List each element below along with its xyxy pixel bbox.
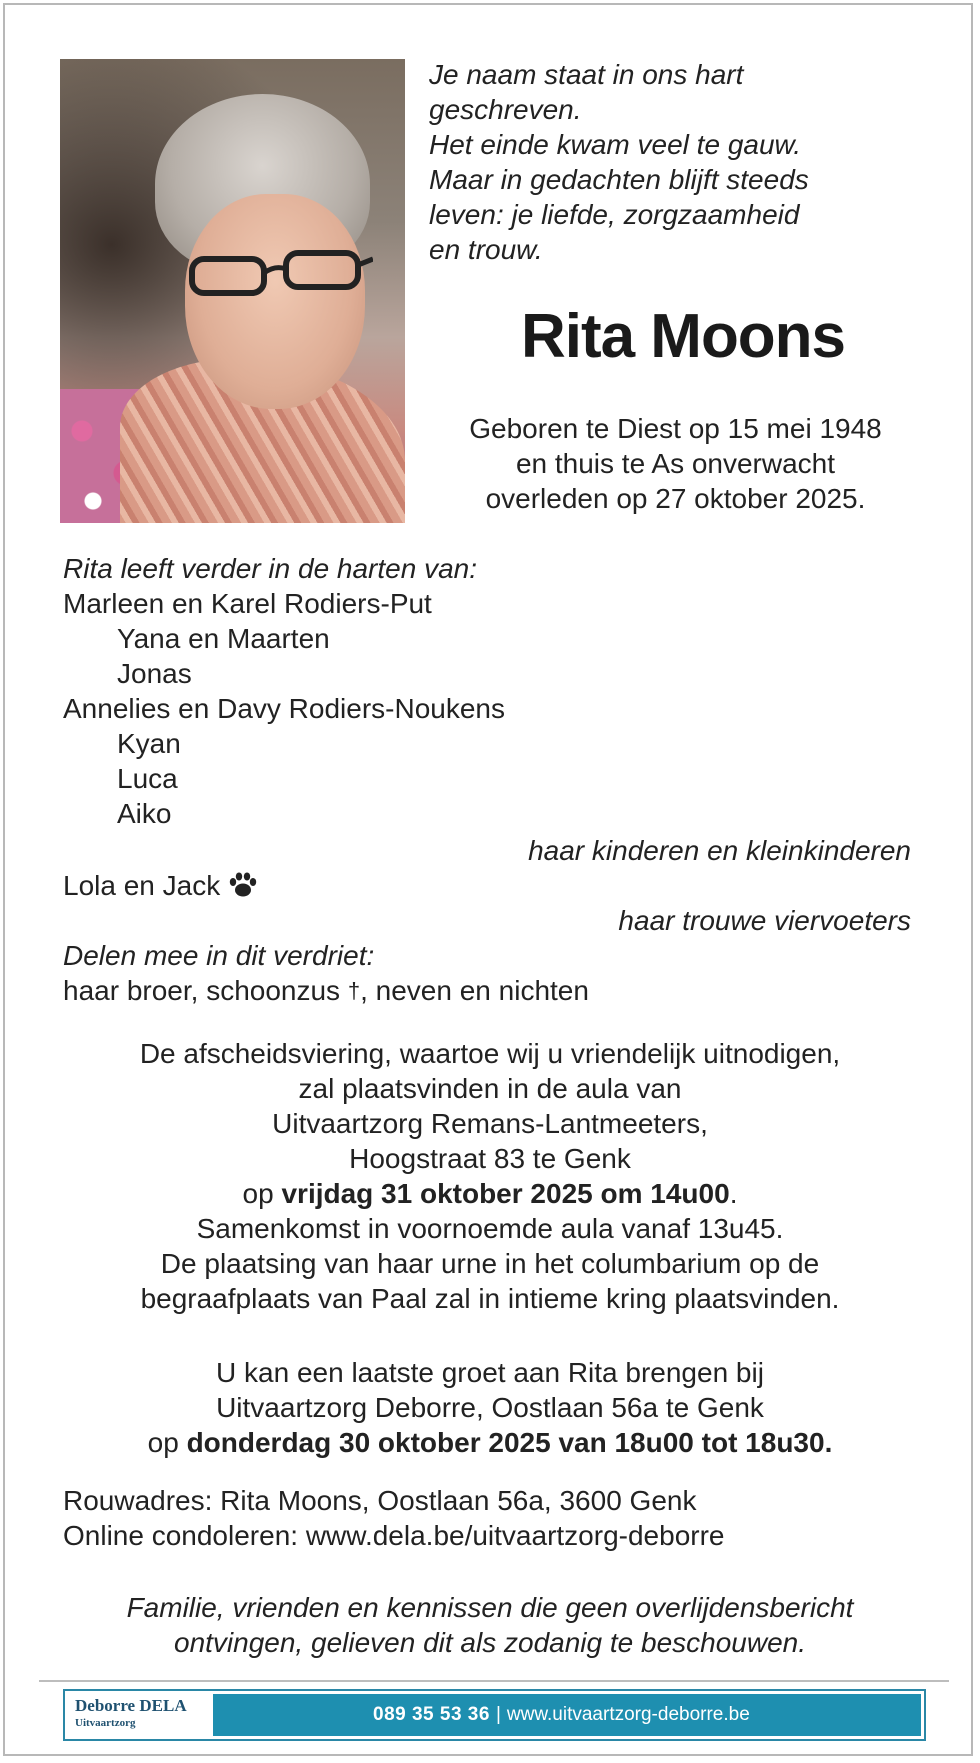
ceremony-date-bold: vrijdag 31 oktober 2025 om 14u00	[281, 1178, 730, 1209]
family-member: Luca	[117, 763, 178, 794]
family-member: Jonas	[117, 658, 192, 689]
ceremony-line: begraafplaats van Paal zal in intieme kring plaatsvinden.	[140, 1283, 840, 1314]
mourning-address: Rouwadres: Rita Moons, Oostlaan 56a, 3600 Genk	[63, 1485, 697, 1516]
sorrow-line	[63, 973, 589, 1008]
verse-line: geschreven.	[429, 94, 582, 125]
family-member: Kyan	[117, 728, 181, 759]
family-member: Aiko	[117, 798, 172, 829]
logo-sub: Uitvaartzorg	[75, 1717, 136, 1729]
portrait-photo	[60, 59, 405, 523]
ceremony-date	[5, 1176, 973, 1211]
ceremony-line: De afscheidsviering, waartoe wij u vriendelijk uitnodigen,	[139, 1038, 841, 1069]
ceremony-line: Hoogstraat 83 te Genk	[349, 1143, 631, 1174]
notice-line: Familie, vrienden en kennissen die geen overlijdensbericht	[126, 1592, 854, 1623]
divider	[39, 1680, 949, 1682]
funeral-home-footer	[63, 1689, 926, 1741]
ceremony-line: De plaatsing van haar urne in het columbarium op de	[160, 1248, 820, 1279]
family-list	[63, 551, 505, 831]
obituary-card	[3, 3, 973, 1756]
pets-names: Lola en Jack	[63, 870, 221, 901]
relation-children: haar kinderen en kleinkinderen	[528, 835, 911, 866]
sorrow-section	[63, 938, 589, 1008]
sorrow-intro: Delen mee in dit verdriet:	[63, 940, 375, 971]
phone-number[interactable]: 089 35 53 36	[373, 1704, 490, 1725]
sorrow-before: haar broer, schoonzus	[63, 975, 341, 1006]
dela-logo	[75, 1696, 195, 1736]
ceremony-date-prefix: op	[242, 1178, 282, 1209]
ceremony-date-suffix: .	[729, 1178, 738, 1209]
closing-notice	[5, 1590, 973, 1660]
website-link[interactable]: www.uitvaartzorg-deborre.be	[506, 1704, 750, 1725]
birth-line: en thuis te As onverwacht	[515, 448, 836, 479]
birth-death-info	[405, 411, 946, 516]
logo-brand: Deborre	[75, 1696, 136, 1715]
verse-line: Maar in gedachten blijft steeds	[429, 164, 809, 195]
verse-line: Je naam staat in ons hart	[429, 59, 744, 90]
deceased-name: Rita Moons	[520, 302, 846, 371]
ceremony-info	[5, 1036, 973, 1316]
verse-line: leven: je liefde, zorgzaamheid	[429, 199, 800, 230]
contact-info	[63, 1483, 725, 1553]
visit-date-prefix: op	[147, 1427, 187, 1458]
logo-dela: DELA	[139, 1696, 187, 1715]
sorrow-after: , neven en nichten	[360, 975, 589, 1006]
family-member: Marleen en Karel Rodiers-Put	[63, 588, 432, 619]
relation-pets: haar trouwe viervoeters	[618, 905, 911, 936]
paw-icon	[228, 872, 258, 898]
birth-line: overleden op 27 oktober 2025.	[485, 483, 866, 514]
birth-line: Geboren te Diest op 15 mei 1948	[469, 413, 882, 444]
memorial-verse	[429, 57, 809, 267]
notice-line: ontvingen, gelieven dit als zodanig te beschouwen.	[174, 1627, 806, 1658]
ceremony-line: Samenkomst in voornoemde aula vanaf 13u45.	[196, 1213, 784, 1244]
visit-date	[5, 1425, 973, 1460]
visitation-info	[5, 1355, 973, 1460]
visit-date-bold: donderdag 30 oktober 2025 van 18u00 tot 18u30.	[186, 1427, 833, 1458]
verse-line: en trouw.	[429, 234, 543, 265]
cross-icon: †	[347, 978, 361, 1003]
verse-line: Het einde kwam veel te gauw.	[429, 129, 801, 160]
online-condolence[interactable]: Online condoleren: www.dela.be/uitvaartzorg-deborre	[63, 1520, 725, 1551]
pets-line	[63, 868, 258, 903]
glasses-shape	[188, 249, 373, 301]
ceremony-line: zal plaatsvinden in de aula van	[298, 1073, 682, 1104]
ceremony-line: Uitvaartzorg Remans-Lantmeeters,	[272, 1108, 708, 1139]
contact-bar	[213, 1694, 921, 1736]
visit-line: Uitvaartzorg Deborre, Oostlaan 56a te Genk	[216, 1392, 764, 1423]
family-intro: Rita leeft verder in de harten van:	[63, 553, 478, 584]
family-member: Annelies en Davy Rodiers-Noukens	[63, 693, 505, 724]
separator: |	[495, 1704, 501, 1725]
visit-line: U kan een laatste groet aan Rita brengen bij	[216, 1357, 764, 1388]
family-member: Yana en Maarten	[117, 623, 330, 654]
